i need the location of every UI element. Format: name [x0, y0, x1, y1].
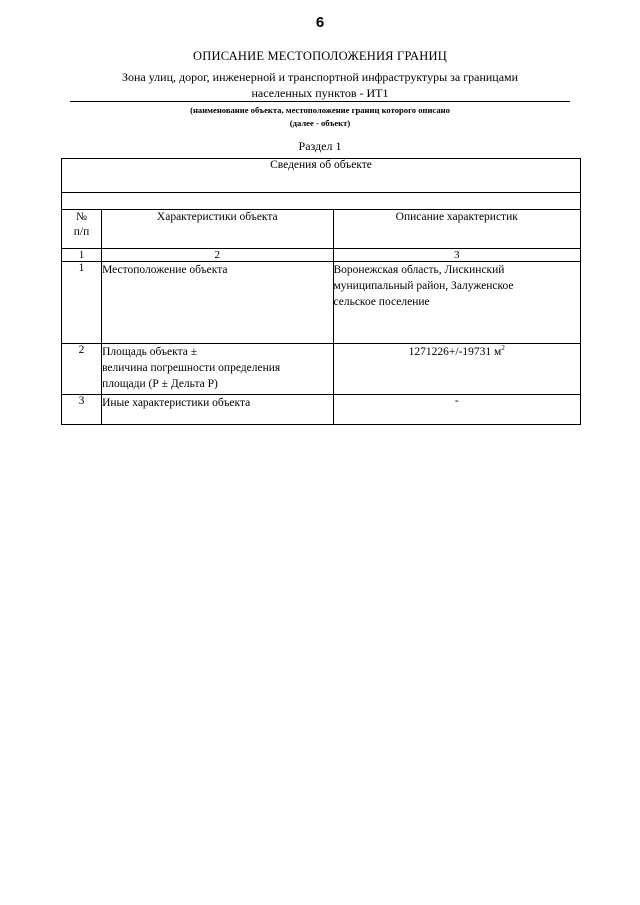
- page-number: 6: [315, 14, 325, 31]
- row-description: -: [333, 395, 581, 425]
- section-title: Раздел 1: [298, 139, 342, 153]
- document-title: ОПИСАНИЕ МЕСТОПОЛОЖЕНИЯ ГРАНИЦ: [193, 49, 447, 63]
- caption-line-1: (наименование объекта, местоположение границ которого описано: [190, 105, 450, 115]
- row-number: 3: [62, 395, 102, 425]
- column-number-2: 2: [102, 249, 333, 262]
- caption-line-2: (далее - объект): [289, 118, 351, 128]
- row-characteristic: Иные характеристики объекта: [102, 395, 333, 425]
- object-name-caption: [70, 104, 570, 130]
- row-number: 1: [62, 262, 102, 344]
- characteristic-line: величина погрешности определения: [102, 362, 281, 374]
- column-number-row: [62, 249, 581, 262]
- row-description: [333, 344, 581, 395]
- description-line: сельское поселение: [333, 296, 430, 308]
- table-row: [62, 262, 581, 344]
- row-number: 2: [62, 344, 102, 395]
- table-row: [62, 395, 581, 425]
- characteristic-line: Площадь объекта ±: [102, 346, 198, 358]
- column-header-description: Описание характеристик: [333, 210, 581, 249]
- object-name-underline: [70, 101, 570, 102]
- description-line: муниципальный район, Залуженское: [333, 280, 514, 292]
- row-characteristic: [102, 344, 333, 395]
- object-info-table: [61, 158, 581, 425]
- description-line: Воронежская область, Лискинский: [333, 264, 505, 276]
- column-header-characteristic: Характеристики объекта: [102, 210, 333, 249]
- table-gap-cell: [62, 193, 581, 210]
- column-number-1: 1: [62, 249, 102, 262]
- area-value: 1271226+/-19731 м: [408, 345, 502, 358]
- row-description: [333, 262, 581, 344]
- object-name: [70, 69, 570, 101]
- object-name-line-1: Зона улиц, дорог, инженерной и транспортной инфраструктуры за границами: [121, 70, 519, 84]
- table-header: Сведения об объекте: [62, 159, 581, 193]
- object-name-line-2: населенных пунктов - ИТ1: [251, 86, 389, 100]
- column-header-num: [62, 210, 102, 249]
- characteristic-line: площади (Р ± Дельта Р): [102, 378, 218, 390]
- column-header-num-line-1: №: [76, 211, 88, 223]
- row-characteristic: Местоположение объекта: [102, 262, 333, 344]
- column-header-num-line-2: п/п: [73, 226, 90, 238]
- area-unit-exponent: 2: [501, 344, 505, 352]
- table-header-row: [62, 159, 581, 193]
- table-row: [62, 344, 581, 395]
- column-number-3: 3: [333, 249, 581, 262]
- table-gap-row: [62, 193, 581, 210]
- column-header-row: [62, 210, 581, 249]
